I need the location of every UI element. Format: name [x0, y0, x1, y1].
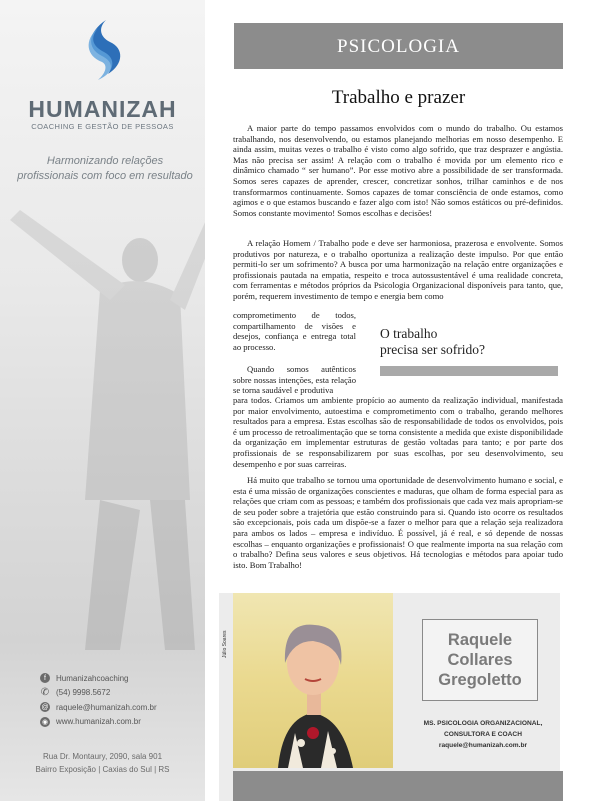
- humanizah-logo-icon: [80, 18, 126, 82]
- pull-quote-line-2: precisa ser sofrido?: [380, 342, 485, 357]
- globe-icon: ◉: [41, 718, 49, 726]
- paragraph-1: A maior parte do tempo passamos envolvidos com o mundo do trabalho. Ou estamos trabalhando, nos desenvolvendo, ou estamos planejando melhorias em nosso desempenho. E ainda assim, muitas vezes o trabalho é visto como algo sofrido, que traz desprazer e angústia. Mas não precisa ser assim! A relação com o trabalho é movida por um elemento rico e dinâmico chamado “ ser humano”. Por esse motivo abre a possibilidade de ser transformada. Somos seres capazes de aprender, crescer, concretizar sonhos, trilhar caminhos e de nos transformarmos continuamente. Somos capazes de tomar consciência de onde estamos, como agimos e o que estamos buscando e fazer algo com isto! Não somos estáticos ou pré-definidos. Somos constante movimento! Somos escolhas e decisões!: [233, 123, 563, 218]
- tagline-line-2: profissionais com foco em resultado: [17, 170, 193, 182]
- contact-label: raquele@humanizah.com.br: [56, 702, 157, 712]
- brand-subtitle: COACHING E GESTÃO DE PESSOAS: [31, 122, 174, 131]
- address-line-1: Rua Dr. Montaury, 2090, sala 901: [42, 752, 163, 761]
- sidebar: [0, 0, 205, 801]
- contact-label: www.humanizah.com.br: [56, 717, 141, 727]
- paragraph-3-continued: para todos. Criamos um ambiente propício ao aumento da realização individual, manifestada por maior envolvimento, autoestima e comprometimento com o trabalho, gerando melhores resultados para a empresa. Estas escolhas são de responsabilidade de todos os envolvidos, pois é um processo de retroalimentação que se torna consistente a medida que existe disponibilidade da organização em implementar estruturas de gestão voltadas para tanto; e por parte dos profissionais de se responsabilizarem por suas escolhas, por seu desenvolvimento, seu desempenho e por suas carreiras.: [233, 395, 563, 469]
- pull-quote-line-1: O trabalho: [380, 326, 438, 341]
- author-name-box: [422, 619, 538, 701]
- author-portrait-icon: [233, 593, 393, 768]
- paragraph-2: A relação Homem / Trabalho pode e deve ser harmoniosa, prazerosa e envolvente. Somos produtivos por natureza, e o trabalho oportuniza a realização deste impulso. Por que então permiti-lo ser um sofrimento? A busca por uma harmonização na relação entre organizações e profissionais pautada na empatia, respeito e troca autossustentável é uma realidade concreta, com ferramentas e métodos próprios da Psicologia Organizacional disponíveis para tanto, que, porém, requerem investimento de tempo e energia bem como: [233, 238, 563, 301]
- bottom-bar: [233, 771, 563, 801]
- article-title: Trabalho e prazer: [331, 87, 466, 108]
- background-figure: [0, 200, 205, 660]
- pull-quote-bar: [380, 366, 558, 376]
- paragraph-4: Há muito que trabalho se tornou uma oportunidade de desenvolvimento humano e social, e esta é uma missão de organizações conscientes e maduras, que olham de forma especial para as relações que criam com as pessoas; e também dos profissionais que cada vez mais apropriam-se de seu poder sobre a trajetória que estão construindo para si. Quando isto ocorre os resultados são excepcionais, pois cada um dispõe-se a fazer o melhor para que a relação seja realizadora para ambos os lados – empresa e indivíduo. É possível, já é real, e só depende de nossas escolhas – enquanto organizações e profissionais! O que realmente importa na sua relação com o trabalho? Defina seus valores e seus objetivos. Há tecnologias e métodos para apoiar tudo isto. Bom Trabalho!: [233, 475, 563, 570]
- pull-quote: [380, 326, 550, 358]
- author-photo: [233, 593, 393, 768]
- credential-line-1: MS. PSICOLOGIA ORGANIZACIONAL,: [423, 720, 543, 727]
- address-line-2: Bairro Exposição | Caxias do Sul | RS: [35, 764, 170, 774]
- brand-name: HUMANIZAH: [28, 96, 177, 122]
- contact-website[interactable]: [40, 715, 200, 730]
- contact-label: Humanizahcoaching: [56, 673, 129, 683]
- author-first-name: Raquele: [447, 631, 513, 649]
- address: [0, 751, 205, 776]
- tagline-line-1: Harmonizando relações: [46, 155, 164, 167]
- author-email[interactable]: raquele@humanizah.com.br: [438, 742, 528, 749]
- contact-facebook[interactable]: [40, 671, 200, 686]
- phone-icon: ✆: [40, 687, 50, 699]
- facebook-icon: f: [40, 673, 50, 683]
- contact-phone[interactable]: [40, 686, 200, 701]
- contact-list: [40, 671, 200, 729]
- author-credentials: [408, 718, 558, 751]
- credential-line-2: CONSULTORA E COACH: [444, 731, 522, 738]
- tagline: [10, 154, 200, 184]
- paragraph-2-continued: comprometimento de todos, compartilhamento de visões e desejos, confiança e entrega total ao processo.: [233, 310, 356, 352]
- email-icon: @: [41, 703, 49, 711]
- section-banner: PSICOLOGIA: [234, 23, 563, 69]
- author-middle-name: Collares: [447, 651, 513, 669]
- photo-credit: Júlio Soares: [222, 630, 228, 658]
- paragraph-3: Quando somos autênticos sobre nossas intenções, esta relação se torna saudável e produtiva: [233, 364, 356, 396]
- contact-label: (54) 9998.5672: [56, 688, 111, 698]
- author-last-name: Gregoletto: [438, 671, 522, 689]
- contact-email[interactable]: [40, 700, 200, 715]
